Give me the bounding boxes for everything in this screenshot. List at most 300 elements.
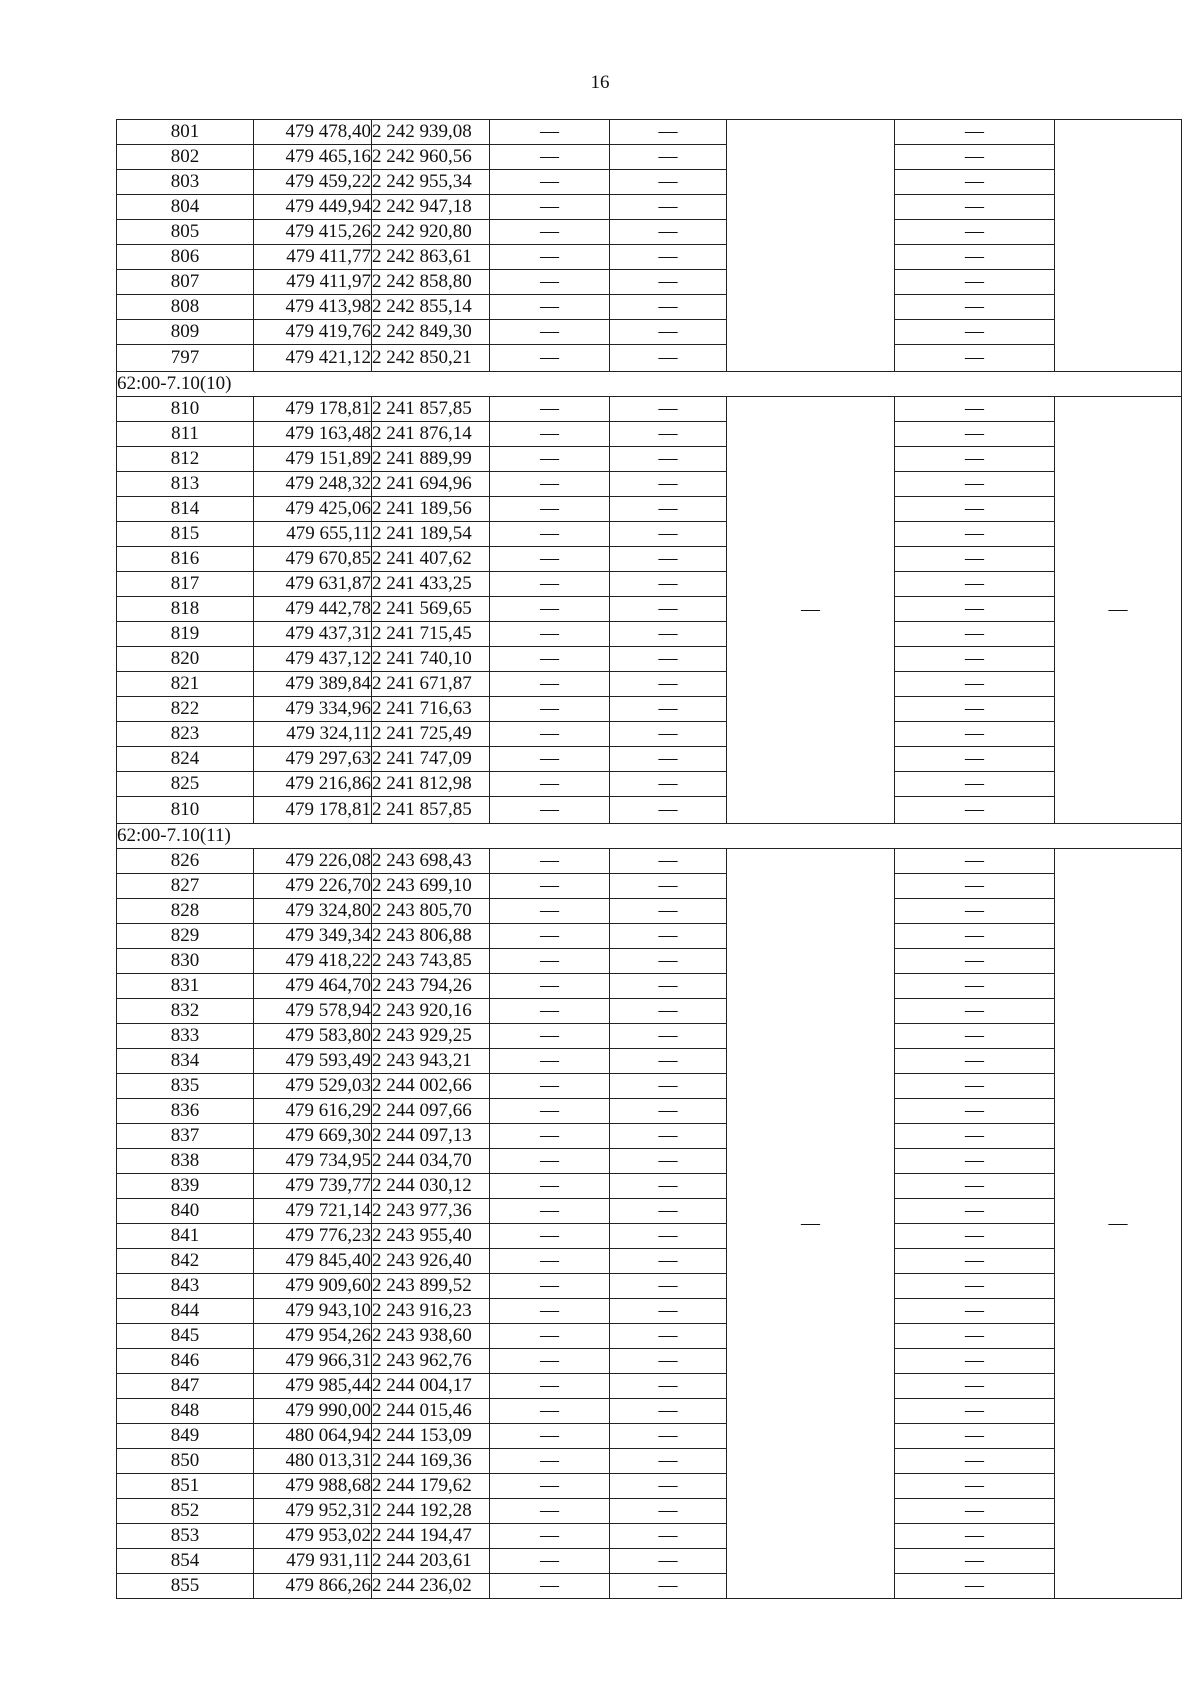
dash-cell: — (610, 1399, 727, 1424)
dash-cell: — (610, 874, 727, 899)
dash-cell: — (610, 1299, 727, 1324)
dash-cell: — (490, 1174, 610, 1199)
dash-cell: — (610, 1349, 727, 1374)
coord-y: 2 243 699,10 (372, 874, 490, 899)
dash-cell: — (490, 472, 610, 497)
table-row (117, 1349, 1182, 1374)
dash-cell: — (610, 849, 727, 874)
dash-cell: — (610, 1074, 727, 1099)
coord-y: 2 244 002,66 (372, 1074, 490, 1099)
dash-cell: — (895, 1524, 1055, 1549)
dash-cell: — (490, 672, 610, 697)
table-row (117, 1124, 1182, 1149)
coord-y: 2 244 153,09 (372, 1424, 490, 1449)
point-number: 804 (117, 195, 254, 220)
coord-x: 479 845,40 (254, 1249, 372, 1274)
coord-y: 2 241 876,14 (372, 422, 490, 447)
dash-cell: — (895, 1449, 1055, 1474)
table-row (117, 849, 1182, 874)
coord-x: 479 415,26 (254, 220, 372, 245)
dash-cell: — (490, 120, 610, 145)
dash-cell: — (610, 422, 727, 447)
coord-y: 2 243 920,16 (372, 999, 490, 1024)
dash-cell: — (490, 1149, 610, 1174)
point-number: 845 (117, 1324, 254, 1349)
table-row (117, 772, 1182, 797)
table-row (117, 1324, 1182, 1349)
section-header-row (117, 372, 1182, 397)
point-number: 810 (117, 797, 254, 824)
coord-x: 479 425,06 (254, 497, 372, 522)
table-row (117, 270, 1182, 295)
dash-cell: — (895, 949, 1055, 974)
table-row (117, 120, 1182, 145)
dash-cell: — (895, 295, 1055, 320)
coord-x: 479 655,11 (254, 522, 372, 547)
dash-cell: — (610, 1424, 727, 1449)
coord-x: 479 909,60 (254, 1274, 372, 1299)
dash-cell: — (895, 1199, 1055, 1224)
point-number: 805 (117, 220, 254, 245)
dash-cell: — (490, 195, 610, 220)
dash-cell: — (895, 245, 1055, 270)
dash-cell: — (895, 874, 1055, 899)
page-number: 16 (590, 72, 610, 93)
dash-cell: — (610, 1099, 727, 1124)
merged-cell (1055, 120, 1182, 372)
coord-x: 480 013,31 (254, 1449, 372, 1474)
table-row (117, 697, 1182, 722)
point-number: 802 (117, 145, 254, 170)
table-row (117, 345, 1182, 372)
dash-cell: — (490, 1499, 610, 1524)
dash-cell: — (490, 345, 610, 372)
coord-y: 2 241 747,09 (372, 747, 490, 772)
point-number: 838 (117, 1149, 254, 1174)
dash-cell: — (895, 1424, 1055, 1449)
coord-y: 2 241 569,65 (372, 597, 490, 622)
table-row (117, 974, 1182, 999)
dash-cell: — (490, 747, 610, 772)
table-row (117, 924, 1182, 949)
coord-x: 479 990,00 (254, 1399, 372, 1424)
dash-cell: — (490, 170, 610, 195)
merged-cell (727, 120, 895, 372)
coord-y: 2 243 743,85 (372, 949, 490, 974)
dash-cell: — (610, 145, 727, 170)
dash-cell: — (610, 1474, 727, 1499)
dash-cell: — (610, 1149, 727, 1174)
table-row (117, 597, 1182, 622)
dash-cell: — (895, 1499, 1055, 1524)
coord-y: 2 243 899,52 (372, 1274, 490, 1299)
coord-y: 2 244 034,70 (372, 1149, 490, 1174)
coord-x: 479 413,98 (254, 295, 372, 320)
coord-x: 479 226,08 (254, 849, 372, 874)
dash-cell: — (610, 1199, 727, 1224)
dash-cell: — (490, 1074, 610, 1099)
table-row (117, 647, 1182, 672)
dash-cell: — (895, 1324, 1055, 1349)
point-number: 822 (117, 697, 254, 722)
coord-y: 2 243 938,60 (372, 1324, 490, 1349)
coord-y: 2 244 097,13 (372, 1124, 490, 1149)
coord-x: 479 985,44 (254, 1374, 372, 1399)
coord-x: 479 866,26 (254, 1574, 372, 1599)
dash-cell: — (610, 1124, 727, 1149)
dash-cell: — (895, 1249, 1055, 1274)
coord-x: 479 437,12 (254, 647, 372, 672)
table-row (117, 1174, 1182, 1199)
dash-cell: — (610, 1249, 727, 1274)
coord-y: 2 244 179,62 (372, 1474, 490, 1499)
coord-y: 2 243 916,23 (372, 1299, 490, 1324)
dash-cell: — (490, 949, 610, 974)
coord-y: 2 241 189,54 (372, 522, 490, 547)
point-number: 837 (117, 1124, 254, 1149)
dash-cell: — (490, 1299, 610, 1324)
coord-x: 479 411,97 (254, 270, 372, 295)
dash-cell: — (610, 320, 727, 345)
dash-cell: — (895, 120, 1055, 145)
coord-y: 2 241 189,56 (372, 497, 490, 522)
point-number: 803 (117, 170, 254, 195)
dash-cell: — (490, 1449, 610, 1474)
point-number: 801 (117, 120, 254, 145)
coord-x: 479 421,12 (254, 345, 372, 372)
point-number: 811 (117, 422, 254, 447)
dash-cell: — (490, 220, 610, 245)
table-row (117, 397, 1182, 422)
dash-cell: — (895, 1074, 1055, 1099)
dash-cell: — (490, 1274, 610, 1299)
coord-y: 2 242 955,34 (372, 170, 490, 195)
dash-cell: — (490, 522, 610, 547)
dash-cell: — (490, 145, 610, 170)
dash-cell: — (490, 422, 610, 447)
coord-x: 479 583,80 (254, 1024, 372, 1049)
dash-cell: — (490, 597, 610, 622)
dash-cell: — (610, 1174, 727, 1199)
dash-cell: — (490, 1199, 610, 1224)
table-row (117, 295, 1182, 320)
coord-x: 479 952,31 (254, 1499, 372, 1524)
dash-cell: — (610, 647, 727, 672)
coord-y: 2 241 671,87 (372, 672, 490, 697)
table-row (117, 722, 1182, 747)
coord-x: 479 776,23 (254, 1224, 372, 1249)
point-number: 817 (117, 572, 254, 597)
coord-x: 479 442,78 (254, 597, 372, 622)
coord-y: 2 243 926,40 (372, 1249, 490, 1274)
coord-x: 479 151,89 (254, 447, 372, 472)
point-number: 828 (117, 899, 254, 924)
point-number: 829 (117, 924, 254, 949)
dash-cell: — (610, 397, 727, 422)
dash-cell: — (610, 597, 727, 622)
point-number: 847 (117, 1374, 254, 1399)
dash-cell: — (895, 1474, 1055, 1499)
dash-cell: — (895, 270, 1055, 295)
dash-cell: — (895, 1149, 1055, 1174)
coord-y: 2 242 850,21 (372, 345, 490, 372)
dash-cell: — (610, 672, 727, 697)
dash-cell: — (895, 1549, 1055, 1574)
point-number: 854 (117, 1549, 254, 1574)
table-row (117, 1249, 1182, 1274)
dash-cell: — (490, 772, 610, 797)
dash-cell: — (610, 345, 727, 372)
dash-cell: — (895, 472, 1055, 497)
table-row (117, 1424, 1182, 1449)
coord-x: 479 931,11 (254, 1549, 372, 1574)
point-number: 842 (117, 1249, 254, 1274)
dash-cell: — (610, 772, 727, 797)
coord-y: 2 244 169,36 (372, 1449, 490, 1474)
dash-cell: — (610, 472, 727, 497)
point-number: 826 (117, 849, 254, 874)
dash-cell: — (610, 622, 727, 647)
dash-cell: — (895, 422, 1055, 447)
coord-x: 479 178,81 (254, 797, 372, 824)
coord-x: 479 216,86 (254, 772, 372, 797)
coord-y: 2 243 977,36 (372, 1199, 490, 1224)
coord-y: 2 244 194,47 (372, 1524, 490, 1549)
dash-cell: — (490, 797, 610, 824)
dash-cell: — (490, 899, 610, 924)
table-row (117, 1274, 1182, 1299)
dash-cell: — (895, 772, 1055, 797)
point-number: 832 (117, 999, 254, 1024)
dash-cell: — (490, 245, 610, 270)
coord-x: 479 419,76 (254, 320, 372, 345)
dash-cell: — (610, 974, 727, 999)
point-number: 825 (117, 772, 254, 797)
table-row (117, 1549, 1182, 1574)
point-number: 844 (117, 1299, 254, 1324)
coord-y: 2 241 889,99 (372, 447, 490, 472)
point-number: 831 (117, 974, 254, 999)
dash-cell: — (490, 849, 610, 874)
table-row (117, 447, 1182, 472)
dash-cell: — (490, 1424, 610, 1449)
point-number: 809 (117, 320, 254, 345)
table-row (117, 547, 1182, 572)
coord-x: 479 616,29 (254, 1099, 372, 1124)
coord-y: 2 242 939,08 (372, 120, 490, 145)
coord-y: 2 241 715,45 (372, 622, 490, 647)
dash-cell: — (895, 747, 1055, 772)
table-row (117, 874, 1182, 899)
section-header-row (117, 824, 1182, 849)
point-number: 815 (117, 522, 254, 547)
coord-x: 479 297,63 (254, 747, 372, 772)
coord-x: 479 449,94 (254, 195, 372, 220)
dash-cell: — (490, 1249, 610, 1274)
dash-cell: — (895, 622, 1055, 647)
coord-x: 479 954,26 (254, 1324, 372, 1349)
dash-cell: — (895, 1374, 1055, 1399)
coord-x: 479 248,32 (254, 472, 372, 497)
table-row (117, 1049, 1182, 1074)
point-number: 843 (117, 1274, 254, 1299)
dash-cell: — (610, 1374, 727, 1399)
section-label: 62:00-7.10(11) (117, 824, 1182, 849)
point-number: 818 (117, 597, 254, 622)
dash-cell: — (610, 547, 727, 572)
dash-cell: — (895, 1274, 1055, 1299)
dash-cell: — (895, 924, 1055, 949)
dash-cell: — (490, 1099, 610, 1124)
coord-y: 2 243 943,21 (372, 1049, 490, 1074)
dash-cell: — (895, 572, 1055, 597)
dash-cell: — (895, 697, 1055, 722)
dash-cell: — (895, 849, 1055, 874)
coord-x: 479 953,02 (254, 1524, 372, 1549)
coord-x: 479 478,40 (254, 120, 372, 145)
dash-cell: — (490, 647, 610, 672)
table-row (117, 472, 1182, 497)
dash-cell: — (490, 1524, 610, 1549)
coord-x: 479 631,87 (254, 572, 372, 597)
dash-cell: — (610, 1049, 727, 1074)
dash-cell: — (610, 522, 727, 547)
dash-cell: — (610, 1224, 727, 1249)
coord-y: 2 241 857,85 (372, 397, 490, 422)
coord-x: 479 721,14 (254, 1199, 372, 1224)
dash-cell: — (895, 899, 1055, 924)
table-row (117, 245, 1182, 270)
point-number: 807 (117, 270, 254, 295)
dash-cell: — (490, 874, 610, 899)
dash-cell: — (490, 1224, 610, 1249)
dash-cell: — (610, 245, 727, 270)
coord-y: 2 243 929,25 (372, 1024, 490, 1049)
coord-x: 479 988,68 (254, 1474, 372, 1499)
dash-cell: — (490, 1474, 610, 1499)
point-number: 846 (117, 1349, 254, 1374)
merged-cell: — (727, 849, 895, 1599)
coord-y: 2 241 740,10 (372, 647, 490, 672)
coord-x: 479 943,10 (254, 1299, 372, 1324)
table-row (117, 672, 1182, 697)
table-row (117, 145, 1182, 170)
dash-cell: — (895, 170, 1055, 195)
table-row (117, 1074, 1182, 1099)
point-number: 835 (117, 1074, 254, 1099)
coord-x: 479 464,70 (254, 974, 372, 999)
coord-y: 2 244 236,02 (372, 1574, 490, 1599)
table-row (117, 622, 1182, 647)
coord-y: 2 241 694,96 (372, 472, 490, 497)
table-row (117, 899, 1182, 924)
point-number: 850 (117, 1449, 254, 1474)
coord-y: 2 244 203,61 (372, 1549, 490, 1574)
coord-x: 479 670,85 (254, 547, 372, 572)
coord-x: 479 669,30 (254, 1124, 372, 1149)
point-number: 814 (117, 497, 254, 522)
dash-cell: — (610, 1024, 727, 1049)
table-row (117, 1374, 1182, 1399)
coord-x: 480 064,94 (254, 1424, 372, 1449)
merged-cell: — (1055, 849, 1182, 1599)
dash-cell: — (490, 497, 610, 522)
table-row (117, 1499, 1182, 1524)
coord-x: 479 411,77 (254, 245, 372, 270)
dash-cell: — (490, 697, 610, 722)
dash-cell: — (610, 722, 727, 747)
dash-cell: — (610, 270, 727, 295)
coord-y: 2 243 806,88 (372, 924, 490, 949)
point-number: 827 (117, 874, 254, 899)
point-number: 851 (117, 1474, 254, 1499)
point-number: 830 (117, 949, 254, 974)
table-row (117, 422, 1182, 447)
dash-cell: — (610, 747, 727, 772)
coord-y: 2 244 192,28 (372, 1499, 490, 1524)
coord-x: 479 163,48 (254, 422, 372, 447)
dash-cell: — (895, 722, 1055, 747)
dash-cell: — (490, 1049, 610, 1074)
coord-y: 2 242 849,30 (372, 320, 490, 345)
table-row (117, 1399, 1182, 1424)
coord-y: 2 242 920,80 (372, 220, 490, 245)
dash-cell: — (895, 1574, 1055, 1599)
dash-cell: — (610, 170, 727, 195)
dash-cell: — (895, 397, 1055, 422)
coord-y: 2 244 004,17 (372, 1374, 490, 1399)
dash-cell: — (490, 1574, 610, 1599)
point-number: 813 (117, 472, 254, 497)
point-number: 810 (117, 397, 254, 422)
dash-cell: — (610, 120, 727, 145)
point-number: 853 (117, 1524, 254, 1549)
point-number: 808 (117, 295, 254, 320)
section-label: 62:00-7.10(10) (117, 372, 1182, 397)
dash-cell: — (490, 270, 610, 295)
dash-cell: — (490, 397, 610, 422)
coord-x: 479 459,22 (254, 170, 372, 195)
dash-cell: — (610, 497, 727, 522)
coord-y: 2 241 812,98 (372, 772, 490, 797)
dash-cell: — (895, 195, 1055, 220)
point-number: 852 (117, 1499, 254, 1524)
dash-cell: — (610, 1549, 727, 1574)
dash-cell: — (895, 1349, 1055, 1374)
dash-cell: — (895, 672, 1055, 697)
point-number: 841 (117, 1224, 254, 1249)
dash-cell: — (610, 195, 727, 220)
coord-y: 2 242 855,14 (372, 295, 490, 320)
point-number: 816 (117, 547, 254, 572)
table-row (117, 522, 1182, 547)
coord-x: 479 324,80 (254, 899, 372, 924)
dash-cell: — (490, 1349, 610, 1374)
point-number: 823 (117, 722, 254, 747)
table-row (117, 1574, 1182, 1599)
dash-cell: — (610, 1274, 727, 1299)
dash-cell: — (490, 1124, 610, 1149)
coord-x: 479 966,31 (254, 1349, 372, 1374)
dash-cell: — (895, 999, 1055, 1024)
table-row (117, 170, 1182, 195)
dash-cell: — (895, 522, 1055, 547)
table-row (117, 949, 1182, 974)
dash-cell: — (895, 797, 1055, 824)
coord-y: 2 244 030,12 (372, 1174, 490, 1199)
coord-y: 2 244 097,66 (372, 1099, 490, 1124)
coord-y: 2 243 962,76 (372, 1349, 490, 1374)
